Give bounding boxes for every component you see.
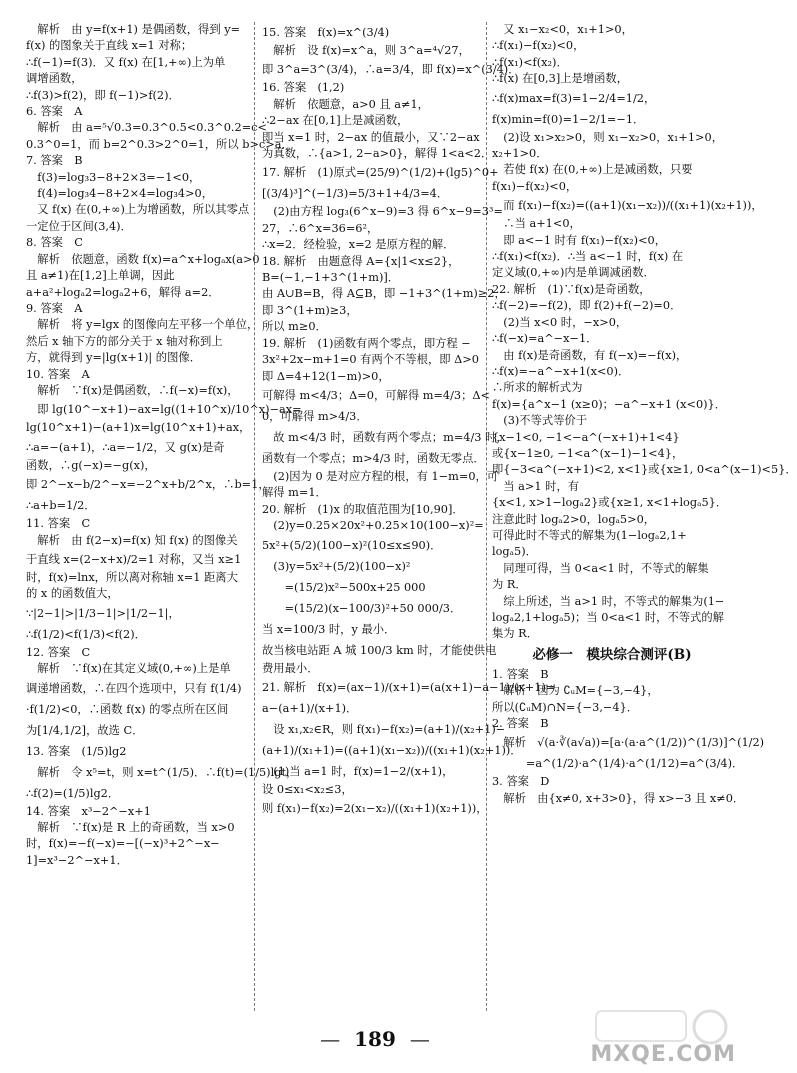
text-line: 调增函数，	[26, 72, 83, 86]
text-line: 10. 答案 A	[26, 367, 90, 381]
text-line: (2)因为 0 是对应方程的根，有 1−m=0，可	[262, 469, 499, 483]
text-line: ∴f(x) 在[0,3]上是增函数，	[492, 72, 629, 86]
text-line: logₐ2,1+logₐ5)；当 0<a<1 时，不等式的解	[492, 611, 724, 624]
text-line: 定义域(0,+∞)内是单调减函数．	[492, 266, 655, 280]
text-line: ∴2−ax 在[0,1]上是减函数，	[262, 114, 409, 128]
text-line: 同理可得，当 0<a<1 时，不等式的解集	[492, 561, 709, 575]
text-line: 解析 依题意，a>0 且 a≠1，	[262, 97, 429, 111]
text-line: 8. 答案 C	[26, 236, 83, 250]
text-line: ∴a+b=1/2．	[26, 499, 96, 513]
text-line: 所以 m≥0．	[262, 320, 327, 334]
text-line: ·f(1/2)<0，∴函数 f(x) 的零点所在区间	[26, 702, 229, 716]
text-line: [(3/4)³]^(−1/3)=5/3+1+4/3=4．	[262, 187, 449, 201]
text-line: 15. 答案 f(x)=x^(3/4)	[262, 26, 390, 39]
text-line: 9. 答案 A	[26, 301, 83, 315]
text-line: (2)当 x<0 时，−x>0，	[492, 315, 628, 329]
text-line: 解析 设 f(x)=x^a，则 3^a=⁴√27，	[262, 44, 470, 57]
text-line: 于直线 x=(2−x+x)/2=1 对称，又当 x≥1	[26, 552, 242, 566]
text-line: B=(−1,−1+3^(1+m)]．	[262, 271, 400, 285]
text-line: 解析 由 y=f(x+1) 是偶函数，得到 y=	[26, 23, 241, 36]
text-line: 1. 答案 B	[492, 667, 549, 681]
text-line: 解析 由 a=⁵√0.3=0.3^0.5<0.3^0.2=c<	[26, 121, 267, 135]
text-line: 所以(∁ᵤM)∩N={−3,−4}．	[492, 700, 639, 714]
text-line: 故当核电站距 A 城 100/3 km 时，才能使供电	[262, 643, 497, 657]
text-line: 20. 解析 (1)x 的取值范围为[10,90]．	[262, 502, 464, 516]
text-line: 解析 ∵f(x)是偶函数，∴f(−x)=f(x)，	[26, 383, 239, 397]
watermark-text: MXQE.COM	[590, 1042, 736, 1067]
text-line: {x−1<0, −1<−a^(−x+1)+1<4}	[492, 430, 680, 444]
text-line: (1)当 a=1 时，f(x)=1−2/(x+1)，	[262, 764, 454, 778]
text-line: a−(a+1)/(x+1)．	[262, 701, 358, 715]
text-line: ∴f(−x)=a^−x−1．	[492, 332, 598, 346]
text-line: 6. 答案 A	[26, 105, 83, 119]
text-line: (2)由方程 log₃(6^x−9)=3 得 6^x−9=3³=	[262, 205, 503, 219]
text-line: 然后 x 轴下方的部分关于 x 轴对称到上	[26, 334, 223, 348]
text-line: 又 x₁−x₂<0，x₁+1>0，	[492, 23, 633, 36]
text-line: (2)设 x₁>x₂>0，则 x₁−x₂>0，x₁+1>0，	[492, 130, 724, 144]
text-line: 14. 答案 x³−2^−x+1	[26, 804, 151, 818]
text-line: 18. 解析 由题意得 A={x|1<x≤2}，	[262, 254, 460, 268]
text-line: 设 x₁,x₂∈R，则 f(x₁)−f(x₂)=(a+1)/(x₂+1)−	[262, 722, 506, 736]
text-line: f(x)={a^x−1 (x≥0)；−a^−x+1 (x<0)}．	[492, 397, 727, 411]
text-line: logₐ5)．	[492, 545, 537, 559]
text-line: 解析 ∵f(x)在其定义域(0,+∞)上是单	[26, 662, 231, 676]
text-line: 又 f(x) 在(0,+∞)上为增函数，所以其零点	[26, 203, 250, 217]
text-line: 7. 答案 B	[26, 154, 83, 168]
text-line: 12. 答案 C	[26, 645, 91, 659]
text-line: ∴f(x₁)−f(x₂)<0，	[492, 39, 585, 53]
text-line: 而 f(x₁)−f(x₂)=((a+1)(x₁−x₂))/((x₁+1)(x₂+1))，	[492, 199, 763, 213]
text-line: ∴f(−1)=f(3)．又 f(x) 在[1,+∞)上为单	[26, 55, 226, 69]
text-line: 解析 ∵f(x)是 R 上的奇函数，当 x>0	[26, 821, 235, 834]
text-line: 调递增函数，∴在四个选项中，只有 f(1/4)	[26, 681, 242, 695]
text-line: 21. 解析 f(x)=(ax−1)/(x+1)=(a(x+1)−a−1)/(x+1)=	[262, 680, 556, 694]
text-line: ∴f(x)=−a^−x+1(x<0)．	[492, 364, 630, 378]
text-line: 由 f(x)是奇函数，有 f(−x)=−f(x)，	[492, 348, 688, 362]
text-line: 一定位于区间(3,4)．	[26, 219, 132, 233]
text-line: a+a²+logₐ2=logₐ2+6，解得 a=2．	[26, 285, 220, 299]
text-line: 且 a≠1)在[1,2]上单调，因此	[26, 269, 175, 283]
text-line: 13. 答案 (1/5)lg2	[26, 744, 127, 758]
text-line: 为真数，∴{a>1, 2−a>0}，解得 1<a<2．	[262, 147, 493, 161]
text-line: (a+1)/(x₁+1)=((a+1)(x₁−x₂))/((x₁+1)(x₂+1))．	[262, 743, 522, 757]
text-line: ∴f(x₁)<f(x₂)．	[492, 55, 568, 69]
text-line: 解析 将 y=lgx 的图像向左平移一个单位，	[26, 318, 259, 332]
text-line: x₂+1>0．	[492, 147, 548, 161]
text-line: 解得 m=1．	[262, 486, 327, 500]
text-line: 3. 答案 D	[492, 775, 550, 789]
text-line: 方，就得到 y=|lg(x+1)| 的图像．	[26, 351, 201, 365]
text-line: 时，f(x)=−f(−x)=−[(−x)³+2^−x−	[26, 837, 220, 851]
text-line: f(4)=log₃4−8+2×4=log₃4>0，	[26, 187, 214, 201]
text-line: 或{x−1≥0, −1<a^(x−1)−1<4}，	[492, 446, 684, 460]
text-line: (3)不等式等价于	[492, 414, 588, 428]
text-line: 由 A∪B=B，得 A⊆B，即 −1+3^(1+m)≥2，	[262, 287, 506, 301]
text-line: 即 2^−x−b/2^−x=−2^x+b/2^x，∴b=1，	[26, 478, 270, 492]
text-line: lg(10^x+1)−(a+1)x=lg(10^x+1)+ax，	[26, 421, 251, 435]
text-line: 19. 解析 (1)函数有两个零点，即方程 −	[262, 336, 471, 350]
text-line: 即 3^a=3^(3/4)，∴a=3/4，即 f(x)=x^(3/4)．	[262, 63, 520, 77]
text-line: 当 x=100/3 时，y 最小．	[262, 622, 396, 636]
text-line: ∴f(2)=(1/5)lg2．	[26, 786, 120, 800]
text-line: 则 f(x₁)−f(x₂)=2(x₁−x₂)/((x₁+1)(x₂+1))，	[262, 802, 488, 816]
text-line: f(x₁)−f(x₂)<0，	[492, 179, 578, 193]
text-line: ∴f(1/2)<f(1/3)<f(2)．	[26, 627, 146, 641]
text-line: 费用最小．	[262, 661, 319, 675]
text-line: 解析 √(a·∛(a√a))=[a·(a·a^(1/2))^(1/3)]^(1/2)	[492, 736, 765, 750]
text-line: 22. 解析 (1)∵f(x)是奇函数，	[492, 282, 651, 296]
right-column	[492, 22, 797, 1013]
text-line: (2)y=0.25×20x²+0.25×10(100−x)²=	[262, 519, 484, 533]
text-line: ∴f(x)max=f(3)=1−2/4=1/2，	[492, 91, 656, 105]
text-line: 若使 f(x) 在(0,+∞)上是减函数，只要	[492, 163, 693, 177]
text-line: ∴当 a+1<0，	[492, 217, 581, 231]
text-line: 11. 答案 C	[26, 517, 91, 531]
column-divider	[254, 22, 255, 1011]
text-line: 可解得 m<4/3；Δ=0，可解得 m=4/3；Δ<	[262, 388, 491, 402]
text-line: 的 x 的函数值大，	[26, 587, 119, 601]
text-line: 设 0≤x₁<x₂≤3，	[262, 782, 353, 796]
text-line: 1]=x³−2^−x+1．	[26, 853, 128, 867]
text-line: 5x²+(5/2)(100−x)²(10≤x≤90)．	[262, 538, 442, 552]
text-line: 解析 因为 ∁ᵤM={−3,−4}，	[492, 684, 659, 698]
text-line: 即 Δ=4+12(1−m)>0，	[262, 369, 390, 383]
text-line: 综上所述，当 a>1 时，不等式的解集为(1−	[492, 594, 725, 608]
text-line: 集为 R．	[492, 627, 538, 641]
text-line: 当 a>1 时，有	[492, 479, 580, 493]
text-line: 0.3^0=1，而 b=2^0.3>2^0=1，所以 b>c>a．	[26, 137, 293, 151]
text-line: 解析 由 f(2−x)=f(x) 知 f(x) 的图像关	[26, 533, 238, 547]
text-line: ∴f(−2)=−f(2)，即 f(2)+f(−2)=0．	[492, 299, 682, 313]
text-line: 可得此时不等式的解集为(1−logₐ2,1+	[492, 528, 687, 542]
text-line: 注意此时 logₐ2>0，logₐ5>0，	[492, 512, 656, 526]
text-line: =(15/2)x²−500x+25 000	[262, 580, 426, 594]
text-line: 3x²+2x−m+1=0 有两个不等根，即 Δ>0	[262, 353, 479, 367]
text-line: 解析 依题意，函数 f(x)=a^x+logₐx(a>0	[26, 252, 260, 266]
text-line: (3)y=5x²+(5/2)(100−x)²	[262, 559, 411, 573]
text-line: 即 lg(10^−x+1)−ax=lg((1+10^x)/10^x)−ax=	[26, 403, 302, 417]
text-line: 2. 答案 B	[492, 717, 549, 731]
text-line: 函数，∴g(−x)=−g(x)，	[26, 458, 156, 472]
text-line: 即 3^(1+m)≥3，	[262, 303, 358, 317]
text-line: =a^(1/2)·a^(1/4)·a^(1/12)=a^(3/4)．	[492, 757, 744, 771]
text-line: f(3)=log₃3−8+2×3=−1<0，	[26, 170, 201, 184]
text-line: 17. 解析 (1)原式=(25/9)^(1/2)+(lg5)^0+	[262, 166, 499, 180]
text-line: 即 a<−1 时有 f(x₁)−f(x₂)<0，	[492, 233, 667, 247]
text-line: 为 R．	[492, 578, 527, 592]
page-number-text: 189	[354, 1027, 396, 1051]
text-line: 27，∴6^x=36=6²，	[262, 221, 379, 235]
text-line: =(15/2)(x−100/3)²+50 000/3．	[262, 601, 462, 615]
text-line: 解析 令 x⁵=t，则 x=t^(1/5)．∴f(t)=(1/5)lgt，	[26, 765, 298, 779]
text-line: {x<1, x>1−logₐ2}或{x≥1, x<1+logₐ5}．	[492, 496, 728, 510]
text-line: ∴所求的解析式为	[492, 381, 583, 395]
text-line: 故 m<4/3 时，函数有两个零点；m=4/3 时，	[262, 430, 508, 444]
text-line: ∴x=2．经检验，x=2 是原方程的解．	[262, 238, 455, 252]
text-line: f(x)min=f(0)=1−2/1=−1．	[492, 112, 645, 126]
text-line: 为[1/4,1/2]，故选 C．	[26, 723, 144, 737]
text-line: 16. 答案 (1,2)	[262, 81, 345, 95]
text-line: 即当 x=1 时，2−ax 的值最小，又∵2−ax	[262, 130, 480, 144]
text-line: 解析 由{x≠0, x+3>0}，得 x>−3 且 x≠0．	[492, 791, 745, 805]
text-line: ∵|2−1|>|1/3−1|>|1/2−1|，	[26, 606, 180, 620]
section-title: 必修一 模块综合测评(B)	[532, 646, 692, 663]
text-line: 0，可解得 m>4/3．	[262, 409, 368, 423]
text-line: ∴f(3)>f(2)，即 f(−1)>f(2)．	[26, 88, 180, 102]
text-line: f(x) 的图象关于直线 x=1 对称；	[26, 39, 193, 53]
page-number: — 189 —	[320, 1027, 430, 1051]
text-line: 时，f(x)=lnx，所以离对称轴 x=1 距离大	[26, 570, 238, 584]
text-line: ∴a=−(a+1)，∴a=−1/2，又 g(x)是奇	[26, 440, 225, 454]
text-line: 函数有一个零点；m>4/3 时，函数无零点．	[262, 451, 485, 465]
text-line: ∴f(x₁)<f(x₂)．∴当 a<−1 时，f(x) 在	[492, 250, 684, 264]
text-line: 即{−3<a^(−x+1)<2, x<1}或{x≥1, 0<a^(x−1)<5}．	[492, 463, 797, 477]
